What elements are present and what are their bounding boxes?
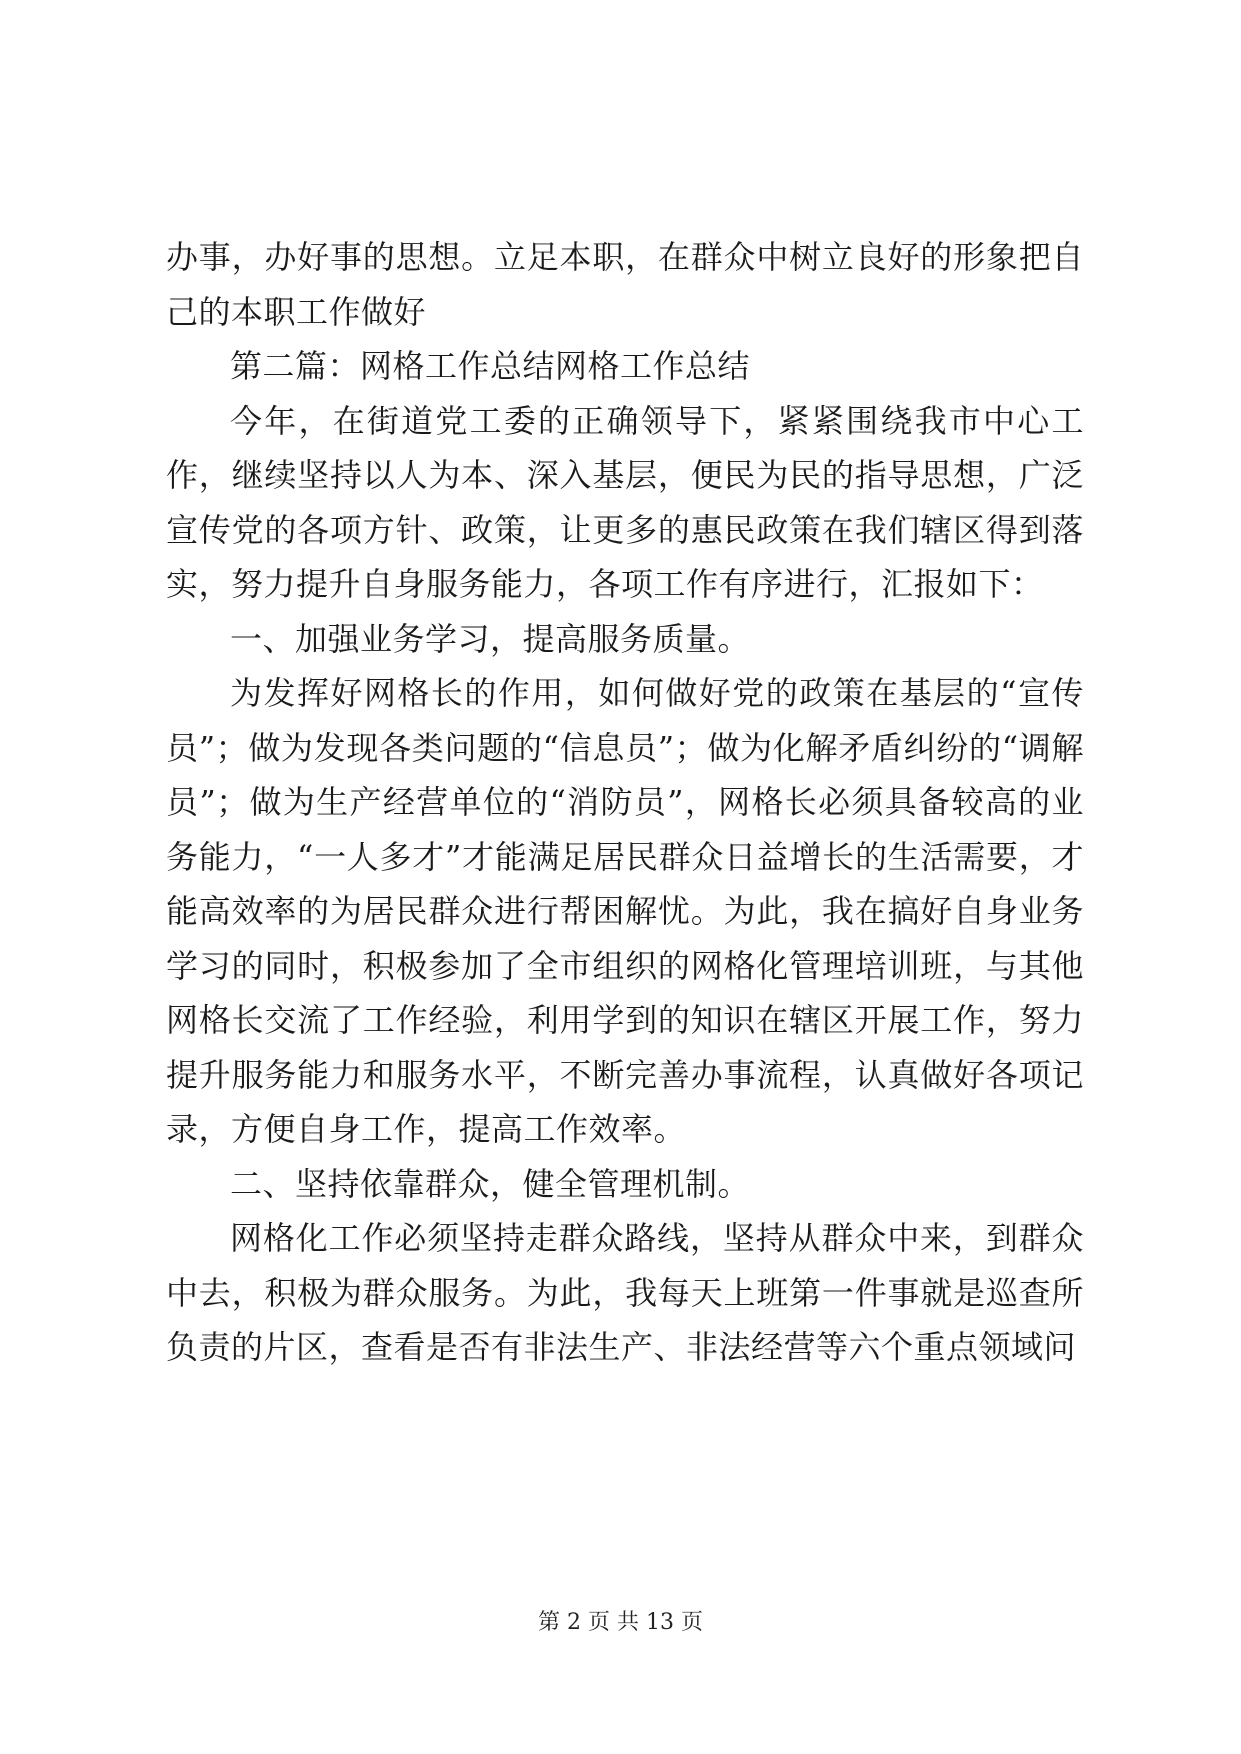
paragraph: 今年，在街道党工委的正确领导下，紧紧围绕我市中心工作，继续坚持以人为本、深入基层，便民为民的指导思想，广泛宣传党的各项方针、政策，让更多的惠民政策在我们辖区得到落实，努力提升自身服务能力，各项工作有序进行，汇报如下： <box>166 401 1084 603</box>
section-heading: 一、加强业务学习，提高服务质量。 <box>230 619 751 658</box>
paragraph: 办事，办好事的思想。立足本职，在群众中树立良好的形象把自己的本职工作做好 <box>166 238 1084 331</box>
document-body <box>166 230 1084 1375</box>
page-number-label: 第 2 页 共 13 页 <box>538 1610 703 1635</box>
page-footer <box>0 1608 1241 1638</box>
section-heading: 二、坚持依靠群众，健全管理机制。 <box>230 1164 751 1203</box>
section-heading: 第二篇：网格工作总结网格工作总结 <box>230 347 751 385</box>
paragraph: 网格化工作必须坚持走群众路线，坚持从群众中来，到群众中去，积极为群众服务。为此，我每天上班第一件事就是巡查所负责的片区，查看是否有非法生产、非法经营等六个重点领域问 <box>166 1219 1084 1366</box>
paragraph: 为发挥好网格长的作用，如何做好党的政策在基层的“宣传员”；做为发现各类问题的“信息员”；做为化解矛盾纠纷的“调解员”；做为生产经营单位的“消防员”，网格长必须具备较高的业务能力，“一人多才”才能满足居民群众日益增长的生活需要，才能高效率的为居民群众进行帮困解忧。为此，我在搞好自身业务学习的同时，积极参加了全市组织的网格化管理培训班，与其他网格长交流了工作经验，利用学到的知识在辖区开展工作，努力提升服务能力和服务水平，不断完善办事流程，认真做好各项记录，方便自身工作，提高工作效率。 <box>166 674 1084 1148</box>
